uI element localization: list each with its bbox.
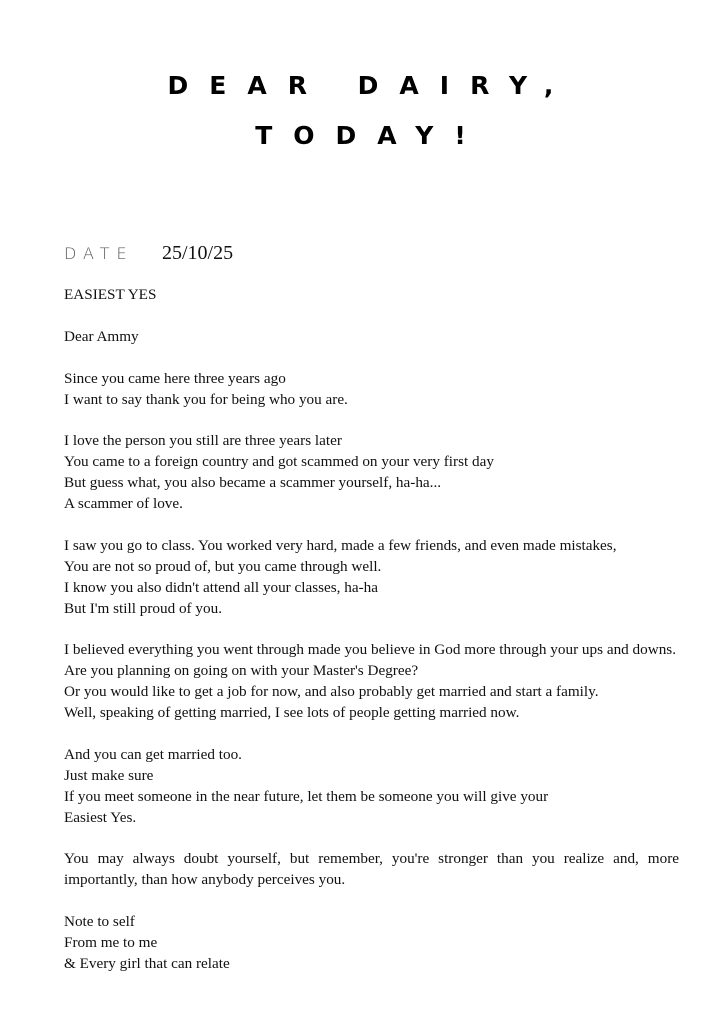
letter-heading: EASIEST YES: [64, 286, 157, 303]
text-line: I want to say thank you for being who you are.: [64, 390, 348, 408]
date-value: 25/10/25: [162, 242, 234, 264]
text-line: If you meet someone in the near future, let them be someone you will give your: [64, 787, 549, 805]
text-line: Easiest Yes.: [64, 808, 137, 826]
text-line: A scammer of love.: [64, 495, 183, 513]
text-line: From me to me: [64, 933, 158, 951]
text-line: I believed everything you went through made you believe in God more through your ups and downs.: [64, 641, 677, 659]
text-line: Since you came here three years ago: [64, 369, 286, 387]
text-line: & Every girl that can relate: [64, 954, 230, 972]
text-line: You came to a foreign country and got scammed on your very first day: [64, 453, 494, 471]
text-line: I love the person you still are three years later: [64, 432, 342, 450]
letter-body: [64, 285, 679, 996]
text-line: I saw you go to class. You worked very hard, made a few friends, and even made mistakes,: [64, 536, 617, 554]
text-line: Well, speaking of getting married, I see lots of people getting married now.: [64, 704, 520, 722]
page-title-line-1: DEAR DAIRY,: [167, 71, 575, 100]
page-title-line-2: TODAY!: [255, 121, 487, 150]
text-line: But I'm still proud of you.: [64, 599, 222, 617]
paragraph-4: [64, 640, 679, 724]
paragraph-6: You may always doubt yourself, but remember, you're stronger than you realize and, more importantly, than how anybody perceives you.: [64, 850, 679, 889]
text-line: But guess what, you also became a scammer yourself, ha-ha...: [64, 474, 442, 492]
text-line: And you can get married too.: [64, 745, 242, 763]
date-label: DATE: [64, 244, 134, 263]
paragraph-3: [64, 536, 679, 620]
text-line: Or you would like to get a job for now, and also probably get married and start a family.: [64, 683, 599, 701]
date-row: [64, 242, 233, 265]
paragraph-2: [64, 431, 679, 515]
text-line: I know you also didn't attend all your classes, ha-ha: [64, 578, 379, 596]
paragraph-1: [64, 369, 679, 411]
text-line: You are not so proud of, but you came through well.: [64, 557, 382, 575]
paragraph-5: [64, 745, 679, 829]
text-line: Just make sure: [64, 766, 154, 784]
closing: [64, 912, 679, 975]
text-line: Are you planning on going on with your Master's Degree?: [64, 662, 419, 680]
text-line: Note to self: [64, 913, 135, 931]
letter-greeting: Dear Ammy: [64, 327, 139, 345]
